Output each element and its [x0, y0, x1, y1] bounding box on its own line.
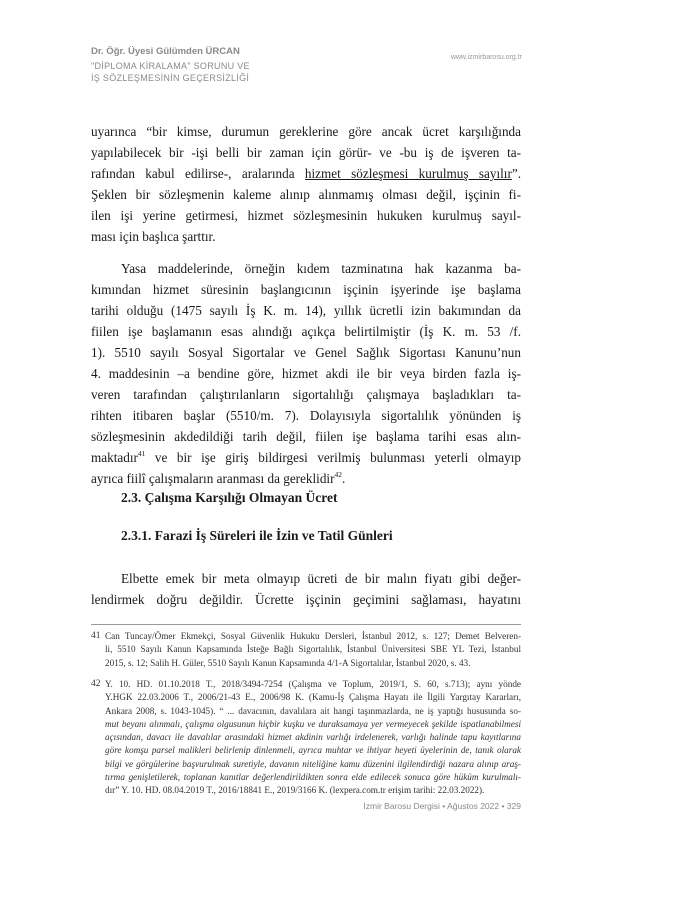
footnote-line: 2015, s. 12; Salih H. Güler, 5510 Sayılı Kanun Kapsamında 4/1-A Sigortalılar, İstanbul 2020, s. 43.: [105, 657, 471, 668]
paragraph-2: [91, 258, 521, 489]
footnote-line: dır” Y. 10. HD. 08.04.2019 T., 2016/18841 E., 2019/3166 K. (lexpera.com.tr erişim tarihi: 22.03.2022).: [105, 785, 485, 796]
underlined-phrase: hizmet sözleşmesi kurulmuş sayılır: [304, 166, 512, 181]
text-line: Şeklen bir sözleşmenin kaleme alınıp alınmamış olması değil, işçinin fi-: [91, 187, 521, 202]
text-line: [91, 163, 521, 184]
text-segment: ve bir işe giriş bildirgesi verilmiş bulunması yeterli olmayıp: [145, 450, 521, 465]
footnote-line: tırma genişletilerek, toplanan kanıtlar değerlendirildikten sonra elde edilecek sonuca göre hüküm kurulmalı-: [105, 772, 521, 783]
text-line: rihten itibaren başlar (5510/m. 7). Dolayısıyla sigortalılık yönünden iş: [91, 408, 521, 423]
text-line: yapılabilecek bir -işi belli bir zaman için görür- ve -bu iş de işveren ta-: [91, 145, 521, 160]
header-title-line1: "DİPLOMA KİRALAMA" SORUNU VE: [91, 61, 250, 71]
text-segment: ayrıca fiilî çalışmaların aranması da gereklidir: [91, 471, 335, 486]
paragraph-3: [91, 568, 521, 610]
footnote-ref-42[interactable]: 42: [334, 470, 342, 479]
text-line: fiilen işe başlamanın esas alındığı açıkça belirtilmiştir (İş K. m. 53 /f.: [91, 324, 521, 339]
footnote-line: Y. 10. HD. 01.10.2018 T., 2018/3494-7254 (Çalışma ve Toplum, 2019/1, S. 60, s.713); aynı yönde: [105, 679, 521, 689]
header-title: [91, 61, 250, 84]
footnote-41: [91, 630, 521, 670]
text-line: veren tarafından çalıştırılanların sigortalılığı çalışmaya başladıkları ta-: [91, 387, 521, 402]
text-segment: .: [342, 471, 346, 486]
footnote-line: göre komşu parsel malikleri belirlenip dinlenmeli, ayrıca muhtar ve ihtiyar heyeti üyelerinin de, tanık olarak: [105, 745, 521, 756]
text-segment: maktadır: [91, 450, 138, 465]
header-title-line2: İŞ SÖZLEŞMESİNİN GEÇERSİZLİĞİ: [91, 72, 250, 83]
footnote-line: Can Tuncay/Ömer Ekmekçi, Sosyal Güvenlik Hukuku Dersleri, İstanbul 2012, s. 127; Demet Belveren-: [105, 631, 521, 641]
text-line: ilen işi yerine getirmesi, hizmet sözleşmesinin hukuken kurulmuş sayıl-: [91, 208, 521, 223]
footnote-line: açısından, davacı ile davalılar arasındaki hizmet akdinin varlığı irdelenerek, varlığı halinde tapu kayıtlarına: [105, 732, 521, 743]
footnote-42: [91, 678, 521, 798]
section-heading-2-3-1: 2.3.1. Farazi İş Süreleri ile İzin ve Tatil Günleri: [121, 528, 393, 543]
section-heading-2-3: 2.3. Çalışma Karşılığı Olmayan Ücret: [121, 490, 338, 505]
footnote-line: li, 5510 Sayılı Kanun Kapsamında İsteğe Bağlı Sigortalılık, İstanbul Üniversitesi SBE YL Tezi, İstanbul: [105, 644, 521, 655]
header-author: Dr. Öğr. Üyesi Gülümden ÜRCAN: [91, 46, 240, 57]
text-line: [91, 447, 521, 468]
text-line: Yasa maddelerinde, örneğin kıdem tazminatına hak kazanma ba-: [121, 261, 521, 276]
footnote-line: bilgi ve görgülerine başvurulmak suretiyle, davanın niteliğine kamu düzenini ilgilendirdiği nazara alınıp araş-: [105, 758, 521, 769]
text-line: Elbette emek bir meta olmayıp ücreti de bir malın fiyatı gibi değer-: [121, 571, 521, 586]
text-line: kımından hizmet süresinin başlangıcının işçinin işyerinde işe başlama: [91, 282, 521, 297]
text-line: 4. maddesinin –a bendine göre, hizmet akdi ile bir veya birden fazla iş-: [91, 366, 521, 381]
paragraph-1: [91, 121, 521, 247]
footnote-line: Ankara 2008, s. 1043-1045). “ ... davacının, davalılara ait hangi taşınmazlarda, ne iş yaptığı hususunda so-: [105, 705, 521, 716]
footnote-number: 41: [91, 631, 101, 641]
text-line: uyarınca “bir kimse, durumun gereklerine göre ancak ücret karşılığında: [91, 124, 521, 139]
text-line: sözleşmesinin akdedildiği tarih değil, fiilen işe başlama tarihi esas alın-: [91, 429, 521, 444]
footnote-line: mut beyanı alınmalı, çalışma olgusunun hiçbir kuşku ve duraksamaya yer vermeyecek şekilde ispatlanabilmesi: [105, 718, 521, 729]
text-line: [91, 468, 521, 489]
text-line: tarihi olduğu (1475 sayılı İş K. m. 14), yıllık ücretli izin bakımından da: [91, 303, 521, 318]
text-segment: rafından kabul edilirse-, aralarında: [91, 166, 305, 181]
footnote-ref-41[interactable]: 41: [137, 449, 146, 458]
page-footer: İzmir Barosu Dergisi • Ağustos 2022 • 329: [363, 801, 521, 811]
header-url[interactable]: www.izmirbarosu.org.tr: [450, 54, 522, 61]
text-segment: ”.: [511, 166, 521, 181]
footnote-rule: [91, 624, 521, 625]
footnote-number: 42: [91, 679, 101, 689]
text-line: ması için başlıca şarttır.: [91, 229, 216, 244]
text-line: lendirmek doğru değildir. Ücrette işçinin geçimini sağlaması, hayatını: [91, 592, 521, 607]
text-line: 1). 5510 sayılı Sosyal Sigortalar ve Genel Sağlık Sigortası Kanunu’nun: [91, 345, 521, 360]
footnote-line: Y.HGK 22.03.2006 T., 2006/21-43 E., 2006/98 K. (Kamu-İş Çalışma Hayatı ile İlgili Yargıtay Kararları,: [105, 692, 521, 703]
